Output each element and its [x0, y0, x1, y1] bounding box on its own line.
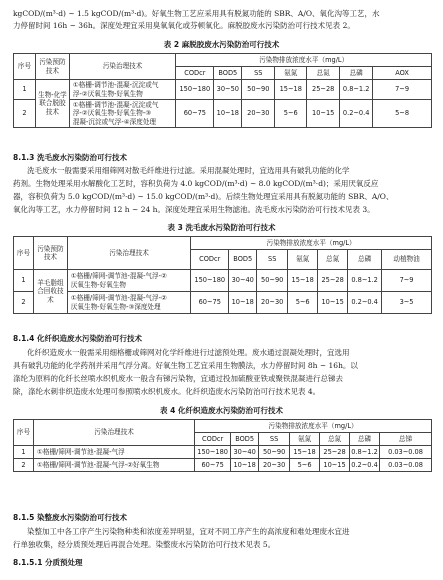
table3-col-nh3n: 氨氮: [288, 250, 318, 270]
row-number: 1: [14, 80, 36, 100]
paragraph-line: 器，容积负荷为 5.0 kgCOD/(m³·d) ~ 15.0 kgCOD/(m³·d)。后续生物处理宜采用具有脱氮功能的 SBR、A/O、: [13, 192, 394, 201]
table2-col-aox: AOX: [373, 67, 432, 80]
treatment-cell: ①格栅-调节池-混凝-沉淀或气 浮-②厌氧生物-好氧生物: [69, 80, 176, 100]
table2: [13, 53, 432, 128]
table3-prevention-cell: 羊毛脂组合回收技术: [33, 270, 67, 314]
table4-caption: 表 4 化纤织造废水污染防治可行技术: [160, 406, 283, 415]
paragraph-line: 行单独收集，经分质预处理后再混合处理。染整废水污染防治可行技术见表 5。: [13, 540, 276, 549]
table4-col-tn: 总氮: [320, 433, 350, 446]
row-number: 1: [14, 270, 34, 292]
table2-caption: 表 2 麻脱胶废水污染防治可行技术: [163, 40, 280, 49]
table2-col-ss: SS: [242, 67, 275, 80]
row-number: 2: [14, 292, 34, 314]
section-8-1-4-heading: 8.1.4 化纤织造废水污染防治可行技术: [13, 334, 142, 343]
table3-header-concentration: 污染物排放浓度水平（mg/L）: [191, 237, 432, 250]
table3-col-cod: CODcr: [191, 250, 229, 270]
table2-prevention-cell: 生物-化学联合脱胶技术: [35, 80, 69, 128]
table4-col-cod: CODcr: [195, 433, 231, 446]
table2-col-nh3n: 氨氮: [275, 67, 307, 80]
table-row: 1 ①格栅/筛网-调节池-混凝-气浮 150~180 30~40 50~90 15~18 25~28 0.8~1.2 0.03~0.08: [14, 446, 432, 459]
table4-header-concentration: 污染物排放浓度水平（mg/L）: [195, 420, 432, 433]
paragraph-line: 涤纶为原料的化纤长丝喷水织机废水一般含有锑污染物，宜通过投加硫酸亚铁或聚铁混凝进行总锑去: [13, 374, 343, 383]
table3-col-bod: BOD5: [229, 250, 257, 270]
table2-col-cod: CODcr: [176, 67, 214, 80]
table3: [13, 236, 432, 314]
table-row: 1 生物-化学联合脱胶技术 ①格栅-调节池-混凝-沉淀或气 浮-②厌氧生物-好氧生物 150~180 30~50 50~90 15~18 25~28 0.8~1.2 7~9: [14, 80, 432, 100]
table3-caption: 表 3 洗毛废水污染防治可行技术: [167, 223, 276, 232]
paragraph-line: 除，涤纶水刺非织造废水处理可参照喷水织机废水。化纤织造废水污染防治可行技术见表 4。: [13, 387, 321, 396]
table2-col-bod: BOD5: [214, 67, 242, 80]
section-8-1-5-heading: 8.1.5 染整废水污染防治可行技术: [13, 513, 127, 522]
table2-col-tn: 总氮: [307, 67, 340, 80]
table4-header-no: 序号: [14, 420, 34, 446]
table-row: 1 羊毛脂组合回收技术 ①格栅/筛网-调节池-混凝-气浮-② 厌氧生物-好氧生物 150~180 30~40 50~90 15~18 25~28 0.8~1.2 7~9: [14, 270, 432, 292]
table-row: 2 ①格栅-调节池-混凝-沉淀或气 浮-②厌氧生物-好氧生物-③ 混凝-沉淀或气浮-④深度处理 60~75 10~18 20~30 5~6 10~15 0.2~0.4 5~8: [14, 100, 432, 128]
table2-header-concentration: 污染物排放浓度水平（mg/L）: [176, 54, 432, 67]
table-row: 2 ①格栅/筛网-调节池-混凝-气浮-②好氧生物 60~75 10~18 20~30 5~6 10~15 0.2~0.4 0.03~0.08: [14, 459, 432, 472]
table3-header-treatment: 污染治理技术: [67, 237, 190, 270]
table3-col-tp: 总磷: [348, 250, 382, 270]
table-row: 2 ①格栅/筛网-调节池-混凝-气浮-② 厌氧生物-好氧生物-③深度处理 60~75 10~18 20~30 5~6 10~15 0.2~0.4 3~5: [14, 292, 432, 314]
table3-col-ss: SS: [257, 250, 288, 270]
row-number: 2: [14, 100, 36, 128]
intro-line-1: kgCOD/(m³·d) ~ 1.5 kgCOD/(m³·d)。好氧生物工艺应采用具有脱氮功能的 SBR、A/O、氧化沟等工艺，水: [13, 9, 380, 18]
table2-header-treatment: 污染治理技术: [69, 54, 176, 80]
table4-col-ss: SS: [259, 433, 290, 446]
intro-line-2: 力停留时间 16h ~ 36h。深度处理宜采用臭氧氧化或芬顿氧化。麻脱胶废水污染防治可行技术见表 2。: [13, 21, 355, 30]
row-number: 2: [14, 459, 34, 472]
table4-col-sb: 总锑: [380, 433, 432, 446]
paragraph-line: 化纤织造废水一般需采用细格栅或筛网对化学纤维进行过滤预处理。废水通过混凝处理时，宜选用: [27, 348, 350, 357]
table4-col-tp: 总磷: [350, 433, 380, 446]
paragraph-line: 具有破乳功能的化学药剂并采用气浮分离。好氧生物工艺宜采用生物膜法，水力停留时间 8h ~ 16h。以: [13, 361, 358, 370]
paragraph-line: 药剂。生物处理采用水解酸化工艺时，容积负荷为 4.0 kgCOD/(m³·d) ~ 8.0 kgCOD/(m³·d)；采用厌氧反应: [13, 179, 379, 188]
table2-header-no: 序号: [14, 54, 36, 80]
table2-header-prevention: 污染预防技术: [35, 54, 69, 80]
treatment-cell: ①格栅/筛网-调节池-混凝-气浮-②好氧生物: [33, 459, 194, 472]
table4: [13, 419, 432, 472]
paragraph-line: 染整加工中各工序产生污染物种类和浓度差异明显，宜对不同工序产生的高浓度和难处理废水宜进: [27, 527, 350, 536]
table4-header-treatment: 污染治理技术: [33, 420, 194, 446]
table2-col-tp: 总磷: [340, 67, 373, 80]
table4-col-bod: BOD5: [231, 433, 259, 446]
section-8-1-5-1-heading: 8.1.5.1 分质预处理: [13, 558, 83, 567]
table3-col-tn: 总氮: [318, 250, 348, 270]
table3-col-oil: 动植物油: [382, 250, 432, 270]
table4-col-nh3n: 氨氮: [290, 433, 320, 446]
table3-header-prevention: 污染预防技术: [33, 237, 67, 270]
paragraph-line: 洗毛废水一般需要采用细筛网对散毛纤维进行过滤。采用混凝处理时，宜选用具有破乳功能的化学: [27, 166, 350, 175]
treatment-cell: ①格栅/筛网-调节池-混凝-气浮-② 厌氧生物-好氧生物-③深度处理: [67, 292, 190, 314]
table3-header-no: 序号: [14, 237, 34, 270]
treatment-cell: ①格栅/筛网-调节池-混凝-气浮: [33, 446, 194, 459]
row-number: 1: [14, 446, 34, 459]
treatment-cell: ①格栅-调节池-混凝-沉淀或气 浮-②厌氧生物-好氧生物-③ 混凝-沉淀或气浮-④深度处理: [69, 100, 176, 128]
section-8-1-3-heading: 8.1.3 洗毛废水污染防治可行技术: [13, 153, 127, 162]
paragraph-line: 氧化沟等工艺，水力停留时间 12 h ~ 24 h。深度处理宜采用生物滤池。洗毛废水污染防治可行技术见表 3。: [13, 205, 375, 214]
treatment-cell: ①格栅/筛网-调节池-混凝-气浮-② 厌氧生物-好氧生物: [67, 270, 190, 292]
